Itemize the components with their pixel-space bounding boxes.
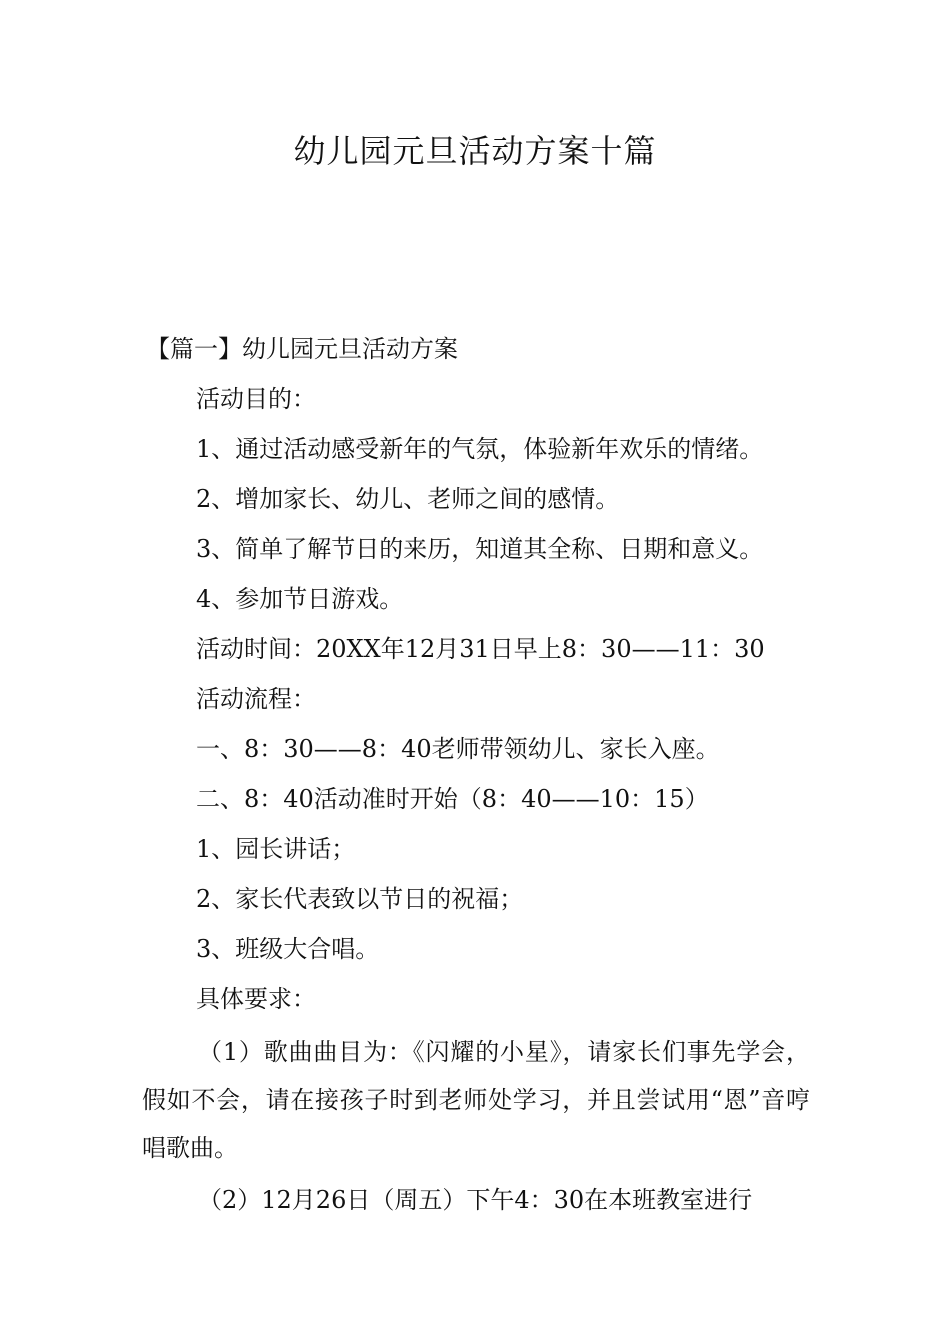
text-line: 具体要求： <box>196 985 316 1013</box>
text-line: 一、8：30——8：40老师带领幼儿、家长入座。 <box>196 735 720 763</box>
text-line: 3、简单了解节日的来历，知道其全称、日期和意义。 <box>196 535 764 563</box>
section-heading: 【篇一】幼儿园元旦活动方案 <box>146 335 458 363</box>
text-line: 二、8：40活动准时开始（8：40——10：15） <box>196 785 709 813</box>
text-line: 1、通过活动感受新年的气氛，体验新年欢乐的情绪。 <box>196 435 764 463</box>
body-paragraph: （1）歌曲曲目为：《闪耀的小星》，请家长们事先学会，假如不会，请在接孩子时到老师处学习，并且尝试用“恩”音哼唱歌曲。 <box>142 1038 810 1162</box>
text-line: 1、园长讲话； <box>196 835 356 863</box>
text-line: 3、班级大合唱。 <box>196 935 380 963</box>
text-line: 2、家长代表致以节日的祝福； <box>196 885 524 913</box>
text-line: 活动目的： <box>196 385 316 413</box>
document-body <box>142 324 810 1224</box>
text-line: 活动流程： <box>196 685 316 713</box>
text-line: 活动时间：20XX年12月31日早上8：30——11：30 <box>196 635 765 663</box>
text-line: 4、参加节日游戏。 <box>196 585 404 613</box>
body-paragraph: （2）12月26日（周五）下午4：30在本班教室进行 <box>198 1186 753 1214</box>
text-line: 2、增加家长、幼儿、老师之间的感情。 <box>196 485 620 513</box>
document-title: 幼儿园元旦活动方案十篇 <box>293 132 657 170</box>
